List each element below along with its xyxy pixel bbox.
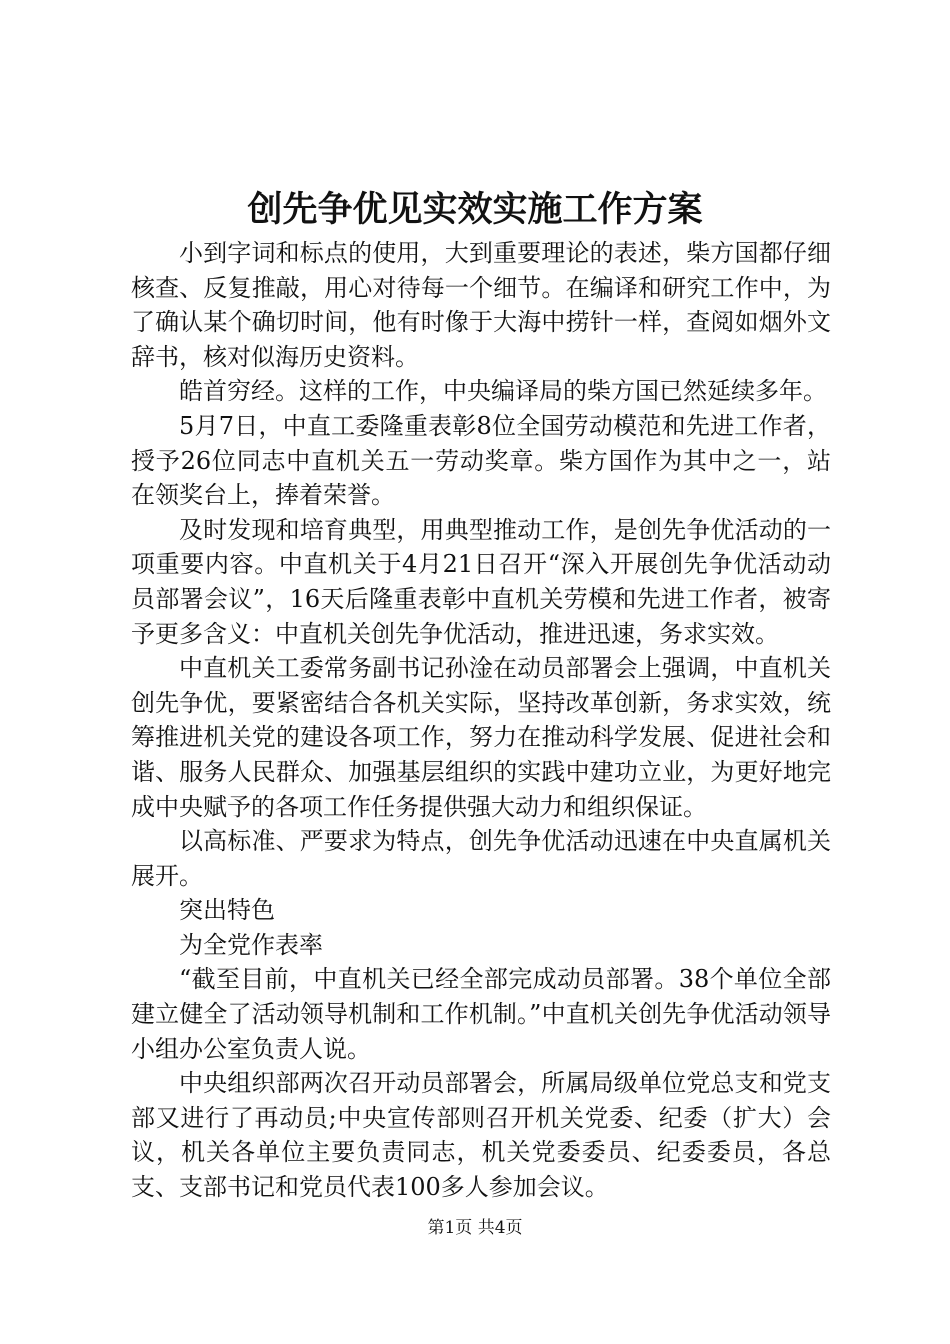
paragraph: “截至目前，中直机关已经全部完成动员部署。38个单位全部建立健全了活动领导机制和工作机制。”中直机关创先争优活动领导小组办公室负责人说。: [131, 965, 831, 1063]
paragraph: 中直机关工委常务副书记孙淦在动员部署会上强调，中直机关创先争优，要紧密结合各机关实际，坚持改革创新，务求实效，统筹推进机关党的建设各项工作，努力在推动科学发展、促进社会和谐、服务人民群众、加强基层组织的实践中建功立业，为更好地完成中央赋予的各项工作任务提供强大动力和组织保证。: [131, 654, 831, 821]
paragraph: 及时发现和培育典型，用典型推动工作，是创先争优活动的一项重要内容。中直机关于4月21日召开“深入开展创先争优活动动员部署会议”，16天后隆重表彰中直机关劳模和先进工作者，被寄予更多含义：中直机关创先争优活动，推进迅速，务求实效。: [131, 515, 831, 648]
paragraph: 5月7日，中直工委隆重表彰8位全国劳动模范和先进工作者，授予26位同志中直机关五一劳动奖章。柴方国作为其中之一，站在领奖台上，捧着荣誉。: [131, 411, 831, 510]
section-heading: 为全党作表率: [179, 930, 323, 959]
paragraph: 小到字词和标点的使用，大到重要理论的表述，柴方国都仔细核查、反复推敲，用心对待每一个细节。在编译和研究工作中，为了确认某个确切时间，他有时像于大海中捞针一样，查阅如烟外文辞书，核对似海历史资料。: [131, 239, 831, 371]
page-number-footer: 第1页 共4页: [427, 1218, 523, 1238]
document-title: 创先争优见实效实施工作方案: [247, 189, 703, 230]
paragraph: 中央组织部两次召开动员部署会，所属局级单位党总支和党支部又进行了再动员;中央宣传部则召开机关党委、纪委（扩大）会议，机关各单位主要负责同志，机关党委委员、纪委委员，各总支、支部书记和党员代表100多人参加会议。: [131, 1069, 831, 1202]
section-heading: 突出特色: [179, 896, 275, 925]
paragraph: 以高标准、严要求为特点，创先争优活动迅速在中央直属机关展开。: [131, 827, 831, 890]
document-body: [131, 236, 831, 1205]
paragraph: 皓首穷经。这样的工作，中央编译局的柴方国已然延续多年。: [179, 377, 827, 406]
